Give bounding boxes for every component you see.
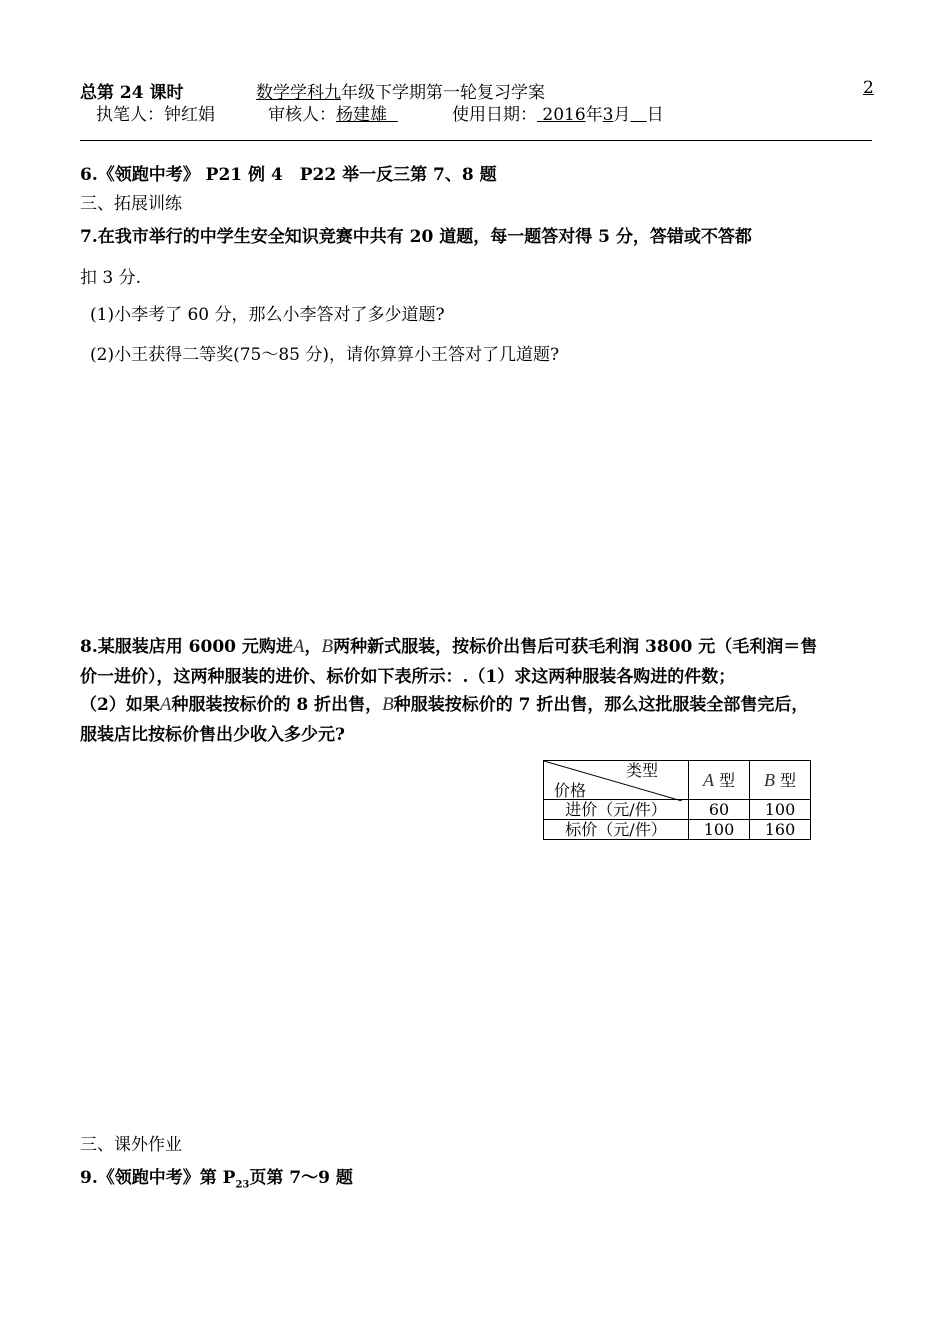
diagonal-header-price: 价格 bbox=[554, 781, 587, 800]
diagonal-header-cell bbox=[544, 761, 689, 800]
writer: 执笔人：钟红娟 bbox=[96, 105, 215, 125]
column-header-b: B 型 bbox=[750, 761, 811, 800]
date-label: 使用日期： bbox=[452, 105, 537, 125]
variable-b: B bbox=[321, 636, 334, 657]
cell-b: 160 bbox=[750, 820, 811, 840]
cell-b: 100 bbox=[750, 800, 811, 820]
row-label: 进价（元/件） bbox=[544, 800, 689, 820]
question-7-part1: (1)小李考了 60 分，那么小李答对了多少道题? bbox=[90, 305, 445, 325]
subject-label: 数学学科 bbox=[256, 83, 324, 103]
column-header-a: A 型 bbox=[689, 761, 750, 800]
cell-a: 60 bbox=[689, 800, 750, 820]
subject-rest: 年级下学期第一轮复习学案 bbox=[341, 83, 545, 103]
reviewer-name: 杨建雄 bbox=[336, 105, 387, 125]
variable-a: A bbox=[292, 636, 305, 657]
question-8-line1: 8.某服装店用 6000 元购进A，B两种新式服装，按标价出售后可获毛利润 3800 元（毛利润＝售 bbox=[80, 636, 818, 657]
variable-a: A bbox=[159, 694, 172, 715]
table-row bbox=[544, 800, 811, 820]
question-8-line3: （2）如果A种服装按标价的 8 折出售，B种服装按标价的 7 折出售，那么这批服装全部售完后， bbox=[80, 694, 809, 715]
cell-a: 100 bbox=[689, 820, 750, 840]
table-row bbox=[544, 820, 811, 840]
header-divider bbox=[80, 140, 872, 141]
reviewer-line bbox=[268, 100, 398, 125]
question-9: 9.《领跑中考》第 $P_{23}$页第 7～9 题 bbox=[80, 1168, 353, 1191]
date-year: 2016 bbox=[542, 105, 586, 125]
page-subscript: 23 bbox=[235, 1179, 250, 1191]
price-table bbox=[543, 760, 811, 840]
section-extend: 三、拓展训练 bbox=[80, 194, 182, 214]
question-7-line1: 7.在我市举行的中学生安全知识竞赛中共有 20 道题，每一题答对得 5 分，答错或不答都 bbox=[80, 227, 752, 247]
row-label: 标价（元/件） bbox=[544, 820, 689, 840]
page-number: 2 bbox=[863, 78, 874, 98]
question-7-part2: (2)小王获得二等奖(75～85 分)，请你算算小王答对了几道题? bbox=[90, 345, 560, 365]
date-day bbox=[631, 105, 647, 125]
question-8-line2: 价一进价），这两种服装的进价、标价如下表所示：.（1）求这两种服装各购进的件数； bbox=[80, 667, 736, 687]
section-homework: 三、课外作业 bbox=[80, 1135, 182, 1155]
date-month: 3 bbox=[602, 105, 614, 125]
diagonal-header-type: 类型 bbox=[625, 761, 658, 780]
question-8-line4: 服装店比按标价售出少收入多少元? bbox=[80, 725, 345, 745]
question-6: 6.《领跑中考》 P21 例 4 P22 举一反三第 7、8 题 bbox=[80, 165, 497, 185]
date-line: 使用日期： 2016年3月 日 bbox=[452, 105, 664, 125]
table-header-row bbox=[544, 761, 811, 800]
variable-b: B bbox=[382, 694, 394, 715]
question-7-line2: 扣 3 分. bbox=[80, 268, 142, 288]
lesson-number: 总第 24 课时 bbox=[80, 83, 184, 103]
grade: 九 bbox=[324, 83, 341, 103]
reviewer-label: 审核人： bbox=[268, 105, 336, 125]
